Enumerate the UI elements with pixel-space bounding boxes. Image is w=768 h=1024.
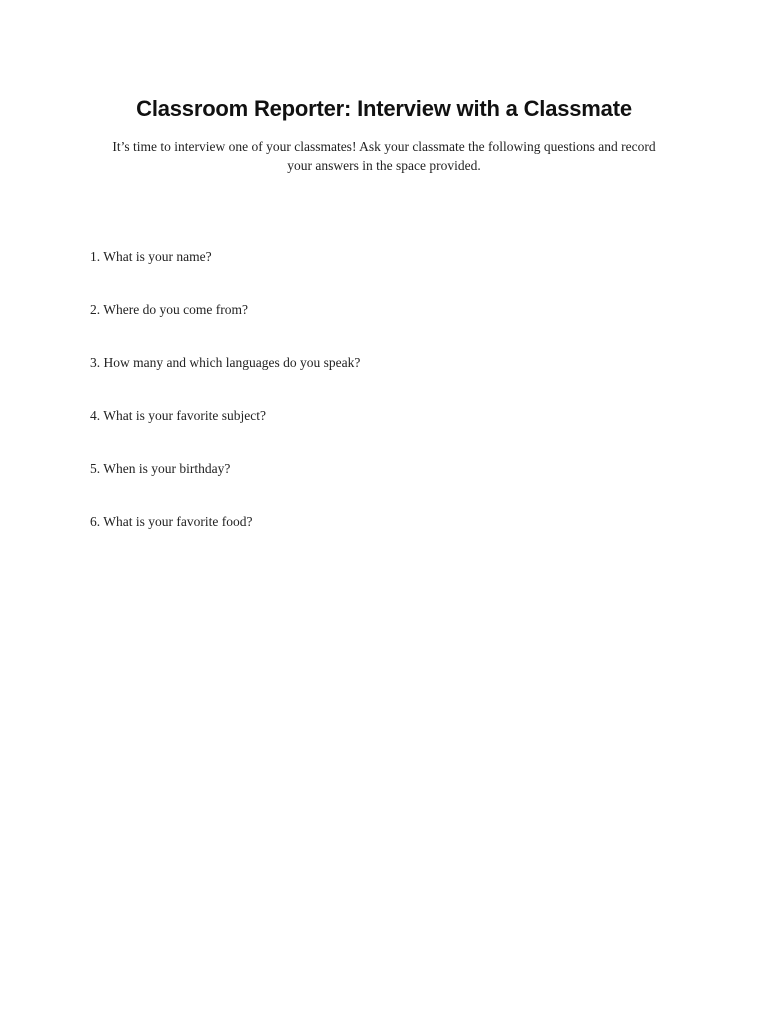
intro-paragraph xyxy=(84,137,684,175)
intro-line-2: your answers in the space provided. xyxy=(287,158,481,173)
intro-line-1: It’s time to interview one of your classmates! Ask your classmate the following questions and record xyxy=(112,139,656,154)
question-item-subject: 4. What is your favorite subject? xyxy=(90,408,266,423)
question-item-birthday: 5. When is your birthday? xyxy=(90,461,231,476)
question-item-name: 1. What is your name? xyxy=(90,249,212,264)
question-item-food: 6. What is your favorite food? xyxy=(90,514,253,529)
question-item-origin: 2. Where do you come from? xyxy=(90,302,248,317)
question-list xyxy=(90,247,360,565)
page-title: Classroom Reporter: Interview with a Classmate xyxy=(136,96,632,121)
question-item-languages: 3. How many and which languages do you speak? xyxy=(90,355,361,370)
